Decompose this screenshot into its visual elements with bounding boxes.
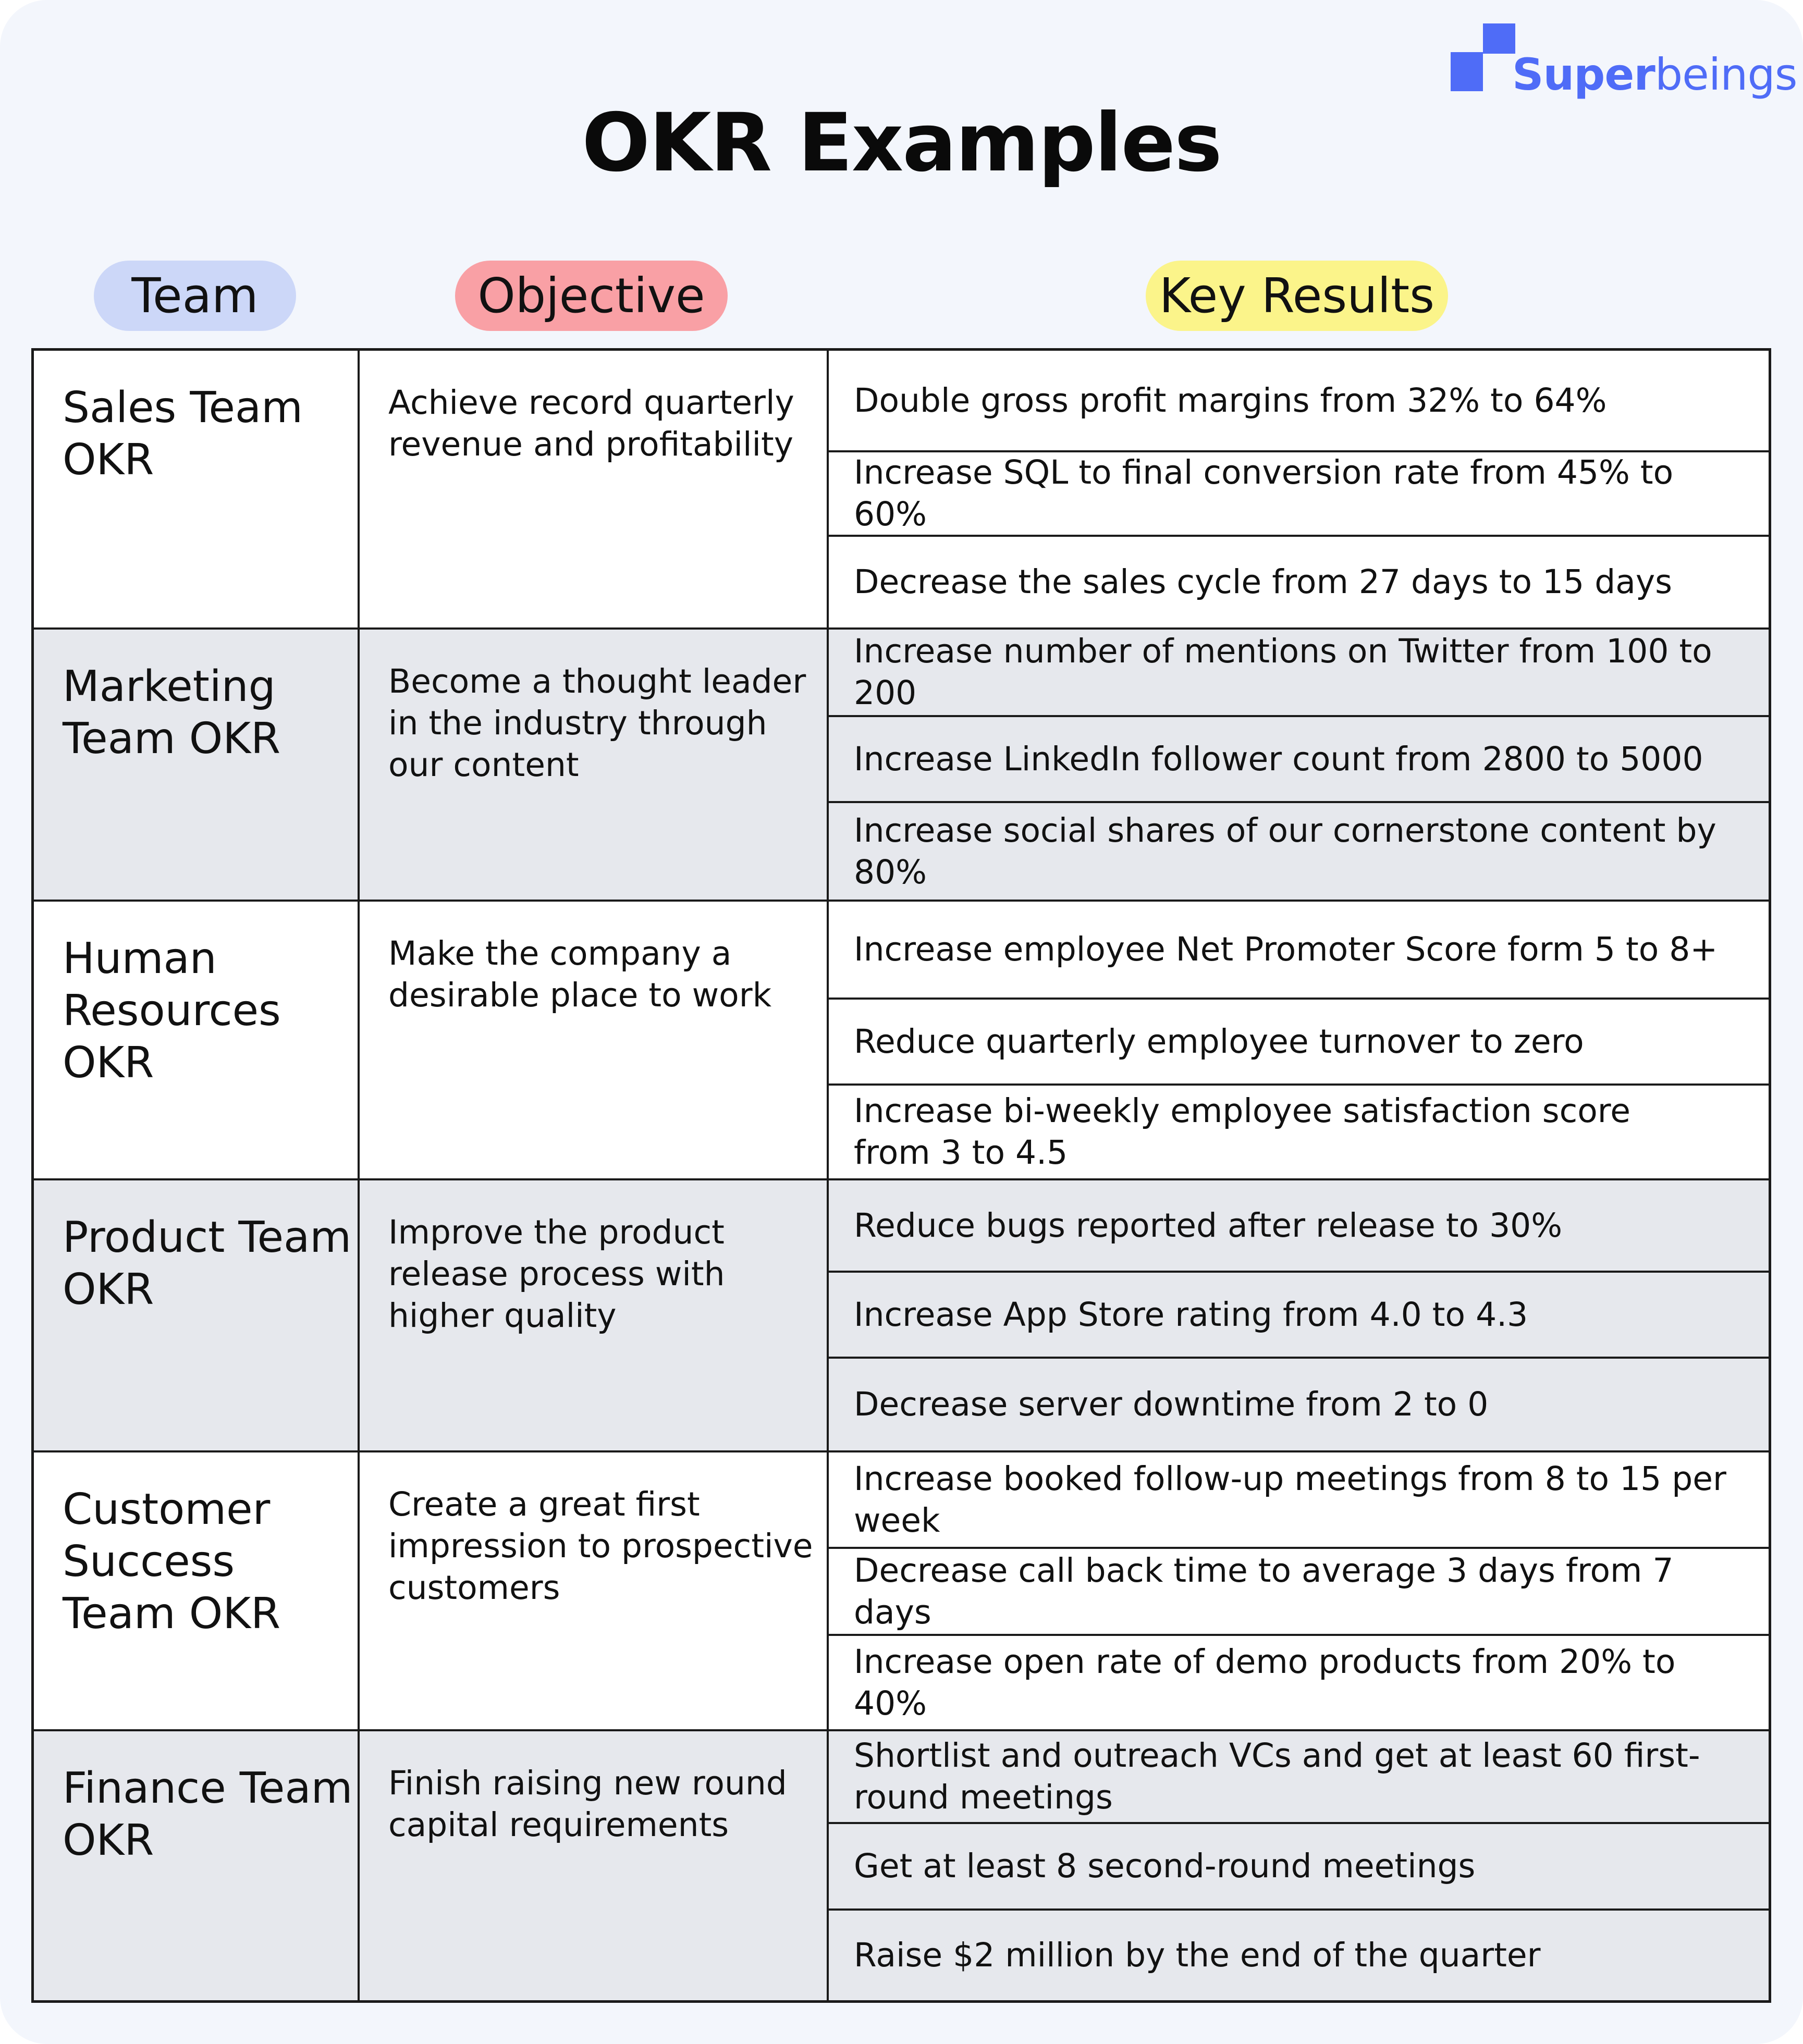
key-results-cell xyxy=(829,1731,1769,2000)
key-result-text: Increase booked follow-up meetings from 8 to 15 per week xyxy=(854,1459,1726,1540)
key-results-cell xyxy=(829,1452,1769,1729)
objective-text: Create a great first impression to prospective customers xyxy=(388,1485,813,1607)
table-row xyxy=(34,630,1769,902)
okr-table xyxy=(31,348,1771,2003)
brand-name-bold: Super xyxy=(1512,49,1655,100)
table-row xyxy=(34,351,1769,630)
table-row xyxy=(34,1452,1769,1731)
key-result-text: Reduce quarterly employee turnover to zero xyxy=(854,1022,1584,1061)
key-result-text: Increase App Store rating from 4.0 to 4.3 xyxy=(854,1295,1528,1334)
objective-text: Finish raising new round capital requirements xyxy=(388,1764,787,1844)
key-result xyxy=(829,1000,1769,1086)
team-name: Finance Team OKR xyxy=(63,1764,353,1865)
key-result-text: Shortlist and outreach VCs and get at least 60 first-round meetings xyxy=(854,1737,1700,1816)
key-results-cell xyxy=(829,1180,1769,1450)
team-cell xyxy=(34,1731,360,2000)
objective-cell xyxy=(360,351,829,627)
team-cell xyxy=(34,630,360,900)
key-result-text: Increase LinkedIn follower count from 2800 to 5000 xyxy=(854,740,1703,778)
brand-name-regular: beings xyxy=(1654,49,1797,100)
table-row xyxy=(34,1731,1769,2000)
key-result xyxy=(829,537,1769,627)
key-result-text: Decrease server downtime from 2 to 0 xyxy=(854,1385,1489,1423)
key-result-text: Increase SQL to final conversion rate from 45% to 60% xyxy=(854,453,1674,533)
key-results-column-header: Key Results xyxy=(1146,261,1448,331)
key-result-text: Raise $2 million by the end of the quarter xyxy=(854,1936,1541,1974)
key-result xyxy=(829,1911,1769,2000)
objective-cell xyxy=(360,1180,829,1450)
objective-column-header: Objective xyxy=(455,261,728,331)
key-result-text: Increase social shares of our cornerstone content by 80% xyxy=(854,811,1716,891)
key-result xyxy=(829,803,1769,900)
key-result-text: Increase employee Net Promoter Score form 5 to 8+ xyxy=(854,930,1718,968)
brand-name xyxy=(1512,48,1797,101)
key-result xyxy=(829,452,1769,537)
team-cell xyxy=(34,1452,360,1729)
table-row xyxy=(34,1180,1769,1452)
team-name: Customer Success Team OKR xyxy=(63,1485,281,1639)
key-result-text: Decrease call back time to average 3 days from 7 days xyxy=(854,1551,1674,1631)
objective-cell xyxy=(360,630,829,900)
team-name: Sales Team OKR xyxy=(63,383,303,485)
key-result-text: Get at least 8 second-round meetings xyxy=(854,1847,1476,1885)
key-result xyxy=(829,1731,1769,1824)
key-result xyxy=(829,1273,1769,1359)
team-cell xyxy=(34,902,360,1178)
key-results-cell xyxy=(829,902,1769,1178)
key-result xyxy=(829,1180,1769,1273)
key-results-cell xyxy=(829,351,1769,627)
key-result xyxy=(829,1086,1769,1178)
objective-cell xyxy=(360,1731,829,2000)
team-column-header: Team xyxy=(94,261,296,331)
team-cell xyxy=(34,1180,360,1450)
objective-text: Improve the product release process with higher quality xyxy=(388,1213,725,1335)
table-row xyxy=(34,902,1769,1180)
key-result xyxy=(829,1824,1769,1911)
key-result xyxy=(829,1452,1769,1549)
team-cell xyxy=(34,351,360,627)
key-result xyxy=(829,630,1769,717)
superbeings-logo xyxy=(1451,23,1797,102)
key-result xyxy=(829,717,1769,803)
team-name: Marketing Team OKR xyxy=(63,662,281,764)
key-result-text: Increase open rate of demo products from 20% to 40% xyxy=(854,1642,1676,1722)
objective-text: Become a thought leader in the industry through our content xyxy=(388,662,806,784)
objective-text: Make the company a desirable place to work xyxy=(388,934,772,1014)
objective-text: Achieve record quarterly revenue and profitability xyxy=(388,384,794,463)
objective-cell xyxy=(360,1452,829,1729)
key-result xyxy=(829,902,1769,1000)
key-result xyxy=(829,1549,1769,1636)
key-result xyxy=(829,1359,1769,1450)
key-result xyxy=(829,351,1769,452)
key-result-text: Reduce bugs reported after release to 30% xyxy=(854,1206,1563,1245)
key-result xyxy=(829,1636,1769,1729)
key-result-text: Increase number of mentions on Twitter from 100 to 200 xyxy=(854,632,1712,712)
objective-cell xyxy=(360,902,829,1178)
key-results-cell xyxy=(829,630,1769,900)
key-result-text: Increase bi-weekly employee satisfaction score from 3 to 4.5 xyxy=(854,1092,1631,1172)
page-title: OKR Examples xyxy=(582,96,1221,190)
team-name: Product Team OKR xyxy=(63,1213,352,1314)
team-name: Human Resources OKR xyxy=(63,934,281,1088)
key-result-text: Double gross profit margins from 32% to 64% xyxy=(854,381,1607,420)
key-result-text: Decrease the sales cycle from 27 days to 15 days xyxy=(854,563,1672,601)
